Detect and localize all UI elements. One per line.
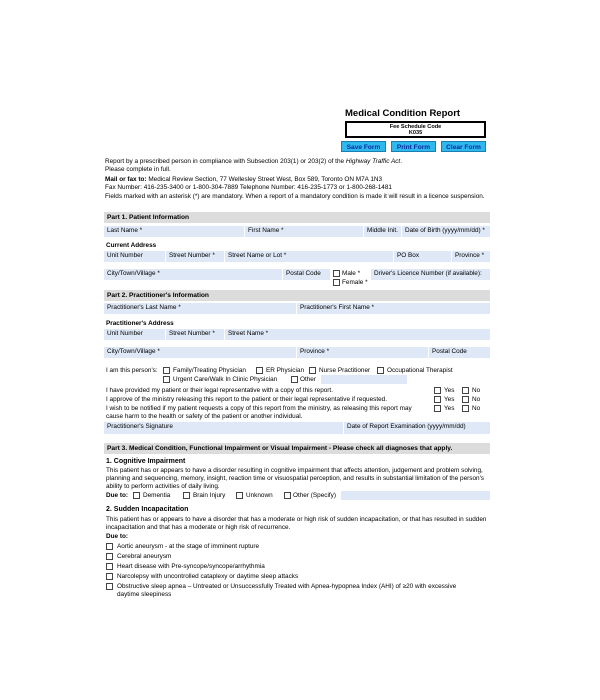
practitioner-street-number-label: Street Number * [169, 330, 215, 337]
intro-line1: Report by a prescribed person in compliance with Subsection 203(1) or 203(2) of the Highway Traffic Act. [105, 158, 402, 165]
sudden-incapacitation-heading: 2. Sudden Incapacitation [106, 506, 189, 513]
intro-line2: Please complete in full. [105, 166, 171, 173]
statement3-yes-checkbox[interactable] [434, 405, 441, 412]
fee-code-box [345, 121, 486, 138]
dementia-checkbox[interactable] [133, 492, 140, 499]
heart-disease-label: Heart disease with Pre-syncope/syncope/arrhythmia [117, 563, 265, 570]
practitioner-last-name-label: Practitioner's Last Name * [107, 304, 181, 311]
practitioner-unit-label: Unit Number [107, 330, 143, 337]
i-am-label: I am this person's: [106, 367, 158, 374]
statement1-no-label: No [472, 387, 481, 394]
unknown-checkbox[interactable] [236, 492, 243, 499]
patient-first-name-field[interactable] [245, 226, 363, 237]
role-family-label: Family/Treating Physician [173, 367, 246, 374]
narcolepsy-label: Narcolepsy with uncontrolled cataplexy or daytime sleep attacks [117, 573, 299, 580]
sleep-apnea-label: Obstructive sleep apnea – Untreated or Unsuccessfully Treated with Apnea-hypopnea Index (AHI) of ≥20 with excessive daytime sleepiness [117, 583, 457, 598]
dob-label: Date of Birth (yyyy/mm/dd) * [405, 227, 485, 234]
last-name-label: Last Name * [107, 227, 143, 234]
patient-last-name-field[interactable] [104, 226, 244, 237]
unit-number-label: Unit Number [107, 252, 143, 259]
practitioner-street-number-field[interactable] [166, 329, 224, 340]
role-ot-checkbox[interactable] [377, 367, 384, 374]
first-name-label: First Name * [248, 227, 284, 234]
practitioner-first-name-field[interactable] [297, 303, 490, 314]
practitioner-street-name-label: Street Name * [228, 330, 269, 337]
page-title: Medical Condition Report [345, 108, 461, 119]
licence-field[interactable] [371, 269, 490, 280]
dementia-label: Dementia [143, 492, 171, 499]
role-other-label: Other [300, 376, 316, 383]
cerebral-aneurysm-checkbox[interactable] [106, 553, 113, 560]
practitioner-city-label: City/Town/Village * [107, 348, 160, 355]
other-specify-field[interactable] [341, 491, 490, 500]
street-name-field[interactable] [225, 251, 393, 262]
female-label: Female * [342, 279, 368, 286]
current-address-label: Current Address [106, 242, 157, 249]
practitioner-province-label: Province * [300, 348, 330, 355]
statement2-yes-label: Yes [444, 396, 455, 403]
practitioner-unit-field[interactable] [104, 329, 165, 340]
fee-code-label: Fee Schedule Code [389, 124, 442, 130]
po-box-field[interactable] [394, 251, 451, 262]
statement-notify: I wish to be notified if my patient requests a copy of this report from the ministry, as releasing this report may cause harm to the health or safety of the patient or another individual. [106, 405, 412, 420]
dob-field[interactable] [402, 226, 490, 237]
statement-copy-provided: I have provided my patient or their legal representative with a copy of this report. [106, 387, 333, 394]
unknown-label: Unknown [246, 492, 273, 499]
sleep-apnea-checkbox[interactable] [106, 583, 113, 590]
statement1-yes-checkbox[interactable] [434, 387, 441, 394]
role-er-checkbox[interactable] [256, 367, 263, 374]
other-specify-checkbox[interactable] [284, 492, 291, 499]
part2-heading: Part 2. Practitioner's Information [104, 290, 490, 301]
male-checkbox[interactable] [333, 270, 340, 277]
statement-approve-release: I approve of the ministry releasing this report to the patient or their legal representative if requested. [106, 396, 387, 403]
print-form-button[interactable]: Print Form [391, 141, 436, 152]
role-urgent-care-checkbox[interactable] [163, 376, 170, 383]
practitioner-province-field[interactable] [297, 347, 428, 358]
role-urgent-care-label: Urgent Care/Walk In Clinic Physician [173, 376, 278, 383]
role-np-label: Nurse Practitioner [319, 367, 371, 374]
province-label: Province * [455, 252, 485, 259]
cognitive-impairment-heading: 1. Cognitive Impairment [106, 458, 186, 465]
clear-form-button[interactable]: Clear Form [441, 141, 486, 152]
part1-heading: Part 1. Patient Information [104, 212, 490, 223]
brain-injury-checkbox[interactable] [183, 492, 190, 499]
mandatory-notice: Fields marked with an asterisk (*) are mandatory. When a report of a mandatory condition is made it will result in a licence suspension. [105, 193, 485, 200]
mail-address: Mail or fax to: Medical Review Section, 77 Wellesley Street West, Box 589, Toronto ON M7A 1N3 [105, 176, 383, 183]
heart-disease-checkbox[interactable] [106, 563, 113, 570]
narcolepsy-checkbox[interactable] [106, 573, 113, 580]
role-other-checkbox[interactable] [291, 376, 298, 383]
street-number-field[interactable] [166, 251, 224, 262]
save-form-button[interactable]: Save Form [341, 141, 386, 152]
role-er-label: ER Physician [266, 367, 305, 374]
licence-label: Driver's Licence Number (if available): [374, 270, 482, 277]
female-checkbox[interactable] [333, 279, 340, 286]
city-field[interactable] [104, 269, 282, 280]
role-family-checkbox[interactable] [163, 367, 170, 374]
aortic-aneurysm-label: Aortic aneurysm - at the stage of imminent rupture [117, 543, 260, 550]
postal-code-label: Postal Code [286, 270, 321, 277]
signature-label: Practitioner's Signature [107, 423, 173, 430]
aortic-aneurysm-checkbox[interactable] [106, 543, 113, 550]
other-specify-label: Other (Specify) [293, 492, 336, 499]
practitioner-postal-code-label: Postal Code [432, 348, 467, 355]
statement1-yes-label: Yes [444, 387, 455, 394]
role-ot-label: Occupational Therapist [387, 367, 453, 374]
practitioner-address-label: Practitioner's Address [106, 320, 174, 327]
street-name-label: Street Name or Lot * [228, 252, 287, 259]
role-other-field[interactable] [321, 375, 407, 384]
statement2-yes-checkbox[interactable] [434, 396, 441, 403]
unit-number-field[interactable] [104, 251, 165, 262]
part3-heading: Part 3. Medical Condition, Functional Impairment or Visual Impairment - Please check all diagnoses that apply. [104, 443, 490, 454]
middle-init-field[interactable] [364, 226, 401, 237]
fee-code-value: K035 [408, 130, 423, 136]
brain-injury-label: Brain Injury [193, 492, 226, 499]
exam-date-field[interactable] [344, 422, 490, 434]
practitioner-first-name-label: Practitioner's First Name * [300, 304, 375, 311]
postal-code-field[interactable] [283, 269, 330, 280]
role-np-checkbox[interactable] [309, 367, 316, 374]
due-to-label-1: Due to: [106, 492, 129, 499]
statement1-no-checkbox[interactable] [462, 387, 469, 394]
practitioner-street-name-field[interactable] [225, 329, 490, 340]
cerebral-aneurysm-label: Cerebral aneurysm [117, 553, 172, 560]
city-label: City/Town/Village * [107, 270, 160, 277]
male-label: Male * [342, 270, 361, 277]
statement2-no-checkbox[interactable] [462, 396, 469, 403]
sudden-incapacitation-text: This patient has or appears to have a disorder that has a moderate or high risk of sudden incapacitation, or that has resulted in sudden incapacitation and that has a moderate or high risk of recurrence. [106, 516, 487, 531]
po-box-label: PO Box [397, 252, 420, 259]
signature-field[interactable] [104, 422, 343, 434]
practitioner-city-field[interactable] [104, 347, 296, 358]
statement3-no-label: No [472, 405, 481, 412]
statement3-no-checkbox[interactable] [462, 405, 469, 412]
province-field[interactable] [452, 251, 490, 262]
practitioner-last-name-field[interactable] [104, 303, 296, 314]
middle-init-label: Middle Init. [367, 227, 398, 234]
street-number-label: Street Number * [169, 252, 215, 259]
exam-date-label: Date of Report Examination (yyyy/mm/dd) [347, 423, 466, 430]
statement2-no-label: No [472, 396, 481, 403]
cognitive-impairment-text: This patient has or appears to have a disorder resulting in cognitive impairment that affects attention, judgement and problem solving, planning and sequencing, memory, insight, reaction time or visuospatial perception, and results in substantial limitation of the person's ability to perform activities of daily living. [106, 467, 485, 490]
statement3-yes-label: Yes [444, 405, 455, 412]
fax-phone: Fax Number: 416-235-3400 or 1-800-304-7889 Telephone Number: 416-235-1773 or 1-800-268-1481 [105, 184, 392, 191]
due-to-label-2: Due to: [106, 533, 129, 540]
practitioner-postal-code-field[interactable] [429, 347, 490, 358]
